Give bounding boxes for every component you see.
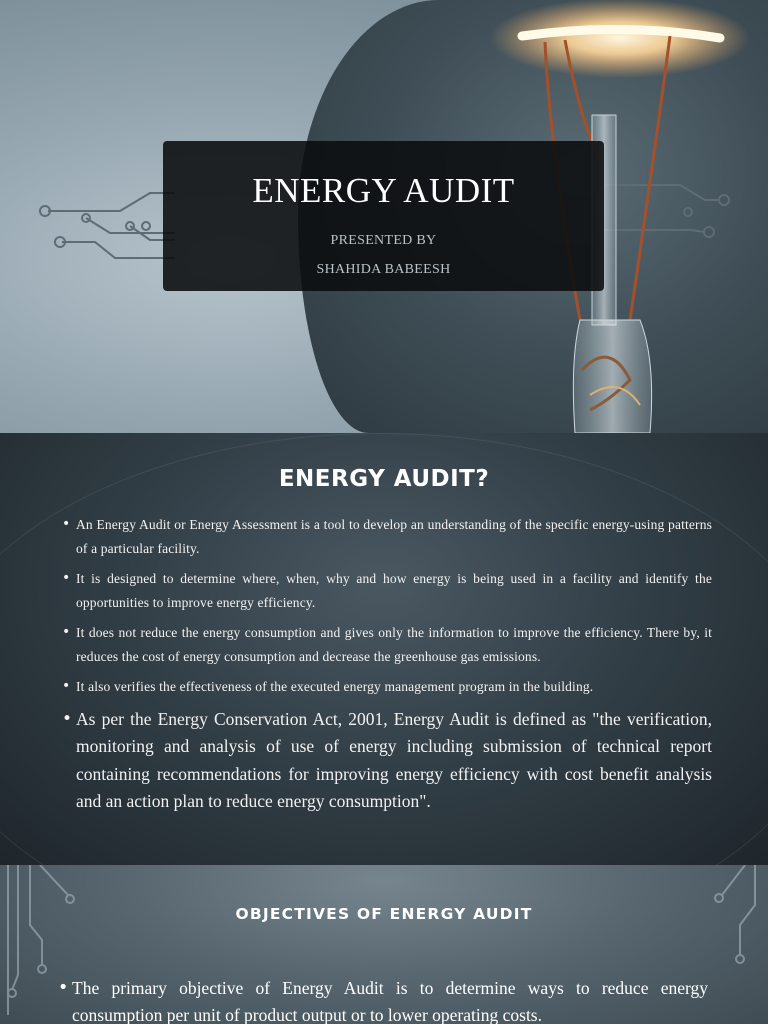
list-item-definition: • As per the Energy Conservation Act, 2001, Energy Audit is defined as "the verification, monitoring and analysis of use of energy including submission of technical report containing recommendations for improving energy efficiency with cost benefit analysis and an action plan to reduce energy consumption". [62,706,712,816]
list-item: • It also verifies the effectiveness of the executed energy management program in the building. [62,675,712,699]
objectives-slide [0,865,768,1024]
title-slide [0,0,768,433]
author-name: SHAHIDA BABEESH [316,262,451,277]
title-box [163,141,604,291]
presented-by-label: PRESENTED BY [330,233,437,248]
list-item: • It does not reduce the energy consumption and gives only the information to improve the efficiency. There by, it reduces the cost of energy consumption and decrease the greenhouse gas emissions. [62,621,712,668]
bullet-list [62,513,712,816]
slide-heading: ENERGY AUDIT? [278,466,490,492]
bullet-list [58,975,708,1024]
definition-slide [0,433,768,865]
list-item: • An Energy Audit or Energy Assessment is a tool to develop an understanding of the specific energy-using patterns of a particular facility. [62,513,712,560]
slide-heading: OBJECTIVES OF ENERGY AUDIT [235,905,533,923]
list-item: • It is designed to determine where, when, why and how energy is being used in a facility and identify the opportunities to improve energy efficiency. [62,567,712,614]
presentation-title: ENERGY AUDIT [252,171,515,210]
list-item: • The primary objective of Energy Audit is to determine ways to reduce energy consumption per unit of product output or to lower operating costs. [58,975,708,1024]
